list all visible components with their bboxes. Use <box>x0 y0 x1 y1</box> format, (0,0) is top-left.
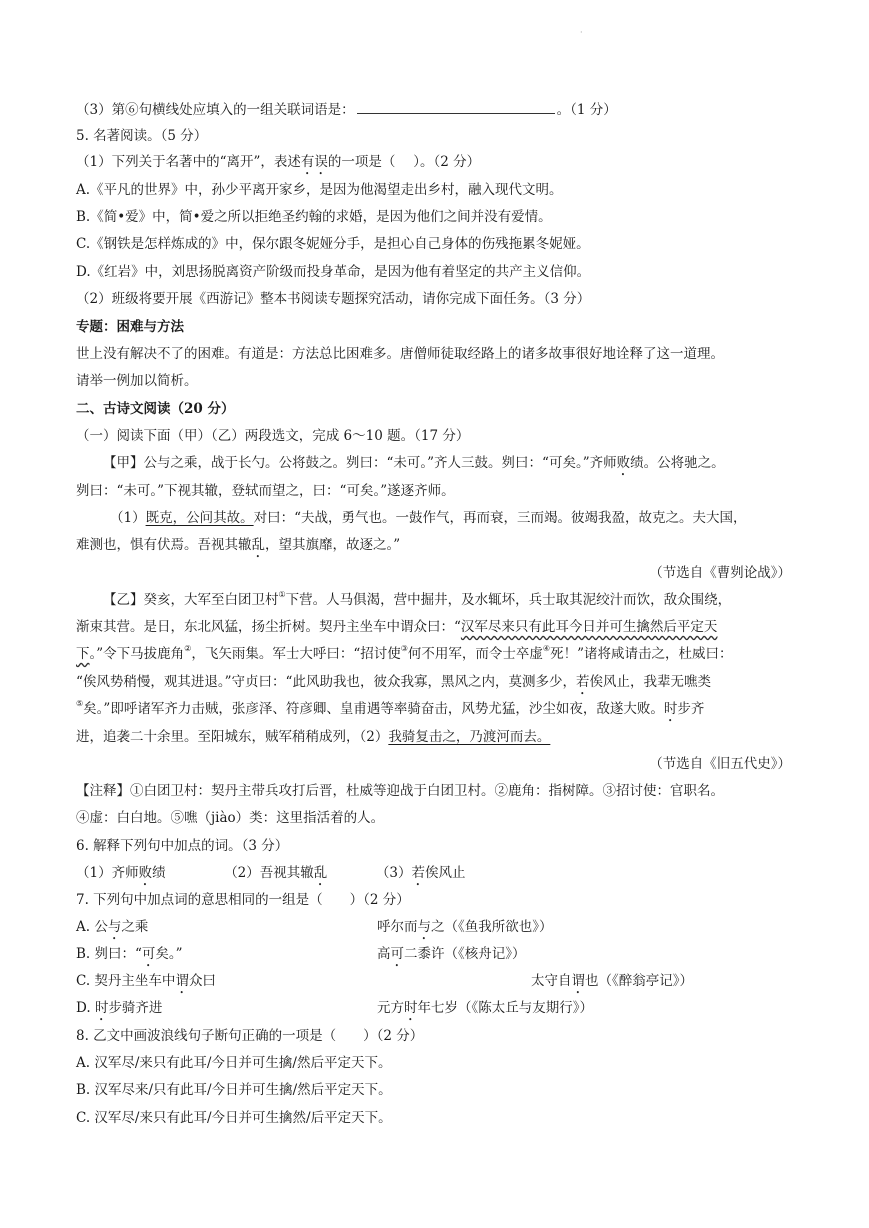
emphasized-text: 乱 <box>251 537 265 553</box>
question-5-2: （2）班级将要开展《西游记》整本书阅读专题探究活动，请你完成下面任务。（3 分） <box>76 291 591 307</box>
question-5-3 <box>76 99 617 120</box>
option-a-left <box>76 917 148 943</box>
passage-jia-line: 刿曰：“未可。”下视其辙，登轼而望之，曰：“可矣。”遂逐齐师。 <box>76 483 455 499</box>
topic-text: 请举一例加以简析。 <box>76 373 198 389</box>
topic-text: 世上没有解决不了的困难。有道是：方法总比困难多。唐僧师徒取经路上的诸多故事很好地诠释了这一道理。 <box>76 346 724 362</box>
passage-text: ，飞矢雨集。军士大呼曰：“招讨使 <box>191 646 401 662</box>
question-6-item-2 <box>224 865 327 881</box>
option-c-left <box>76 971 216 997</box>
passage-text: 绩。公将驰之。 <box>630 455 725 471</box>
emphasized-text: 时 <box>404 1000 418 1016</box>
option-c: C.《钢铁是怎样炼成的》中，保尔跟冬妮娅分手，是担心自己身体的伤残拖累冬妮娅。 <box>76 236 590 252</box>
underlined-sentence: 我骑复击之，乃渡河而去。 <box>388 729 551 745</box>
passage-jia-line <box>103 453 725 479</box>
option-text: 太守自 <box>531 973 572 989</box>
passage-text: 对曰：“夫战，勇气也。一鼓作气，再而衰，三而竭。彼竭我盈，故克之。夫大国， <box>253 510 747 526</box>
item-text: （1）齐师 <box>76 865 139 881</box>
question-text: （3）第⑥句横线处应填入的一组关联词语是： <box>76 102 355 118</box>
passage-text: 【乙】癸亥，大军至白团卫村 <box>103 592 279 608</box>
question-text: 的一项是（ ）。（2 分） <box>327 154 481 170</box>
passage-yi-line <box>103 590 731 610</box>
emphasized-text: 有误 <box>300 154 328 170</box>
passage-text: 步齐 <box>677 701 705 717</box>
passage-text: 死！”诸将咸请击之，杜威曰： <box>550 646 733 662</box>
option-a-right <box>377 917 553 943</box>
passage-text: （1） <box>110 510 146 526</box>
passage-yi-line <box>76 672 711 698</box>
option-d: D.《红岩》中，刘思扬脱离资产阶级而投身革命，是因为他有着坚定的共产主义信仰。 <box>76 264 591 280</box>
footnote-mark: ① <box>278 590 286 599</box>
passage-jia-line <box>76 535 400 561</box>
item-text: （2）吾视其辙 <box>224 865 314 881</box>
emphasized-text: 谓 <box>175 973 189 989</box>
emphasized-text: 乱 <box>313 865 328 881</box>
option-text: 之（《鱼我所欲也》） <box>431 919 553 935</box>
footnote-mark: ④ <box>542 644 551 653</box>
option-d-left <box>76 998 162 1024</box>
option-a: A.《平凡的世界》中，孙少平离开家乡，是因为他渴望走出乡村，融入现代文明。 <box>76 182 563 198</box>
answer-blank <box>357 99 555 114</box>
emphasized-text: 败 <box>138 865 153 881</box>
option-text: 高 <box>377 946 391 962</box>
topic-heading: 专题：困难与方法 <box>76 319 184 335</box>
option-text: 之乘 <box>121 919 149 935</box>
emphasized-text: 可 <box>390 946 404 962</box>
emphasized-text: 若 <box>575 674 590 690</box>
passage-text: 。”令下马拔鹿角 <box>89 646 185 662</box>
section-2-intro: （一）阅读下面（甲）（乙）两段选文，完成 6～10 题。（17 分） <box>76 428 470 444</box>
option-text: 年七岁（《陈太丘与友期行》） <box>417 1000 593 1016</box>
emphasized-text: 时 <box>663 701 678 717</box>
option-b: B.《简•爱》中，简•爱之所以拒绝圣约翰的求婚，是因为他们之间并没有爱情。 <box>76 209 552 225</box>
passage-source: （节选自《曹刿论战》） <box>649 565 791 581</box>
passage-yi-line <box>76 699 704 725</box>
footnote-mark: ③ <box>400 644 408 653</box>
emphasized-text: 可 <box>141 946 156 962</box>
question-6-title: 6. 解释下列句中加点的词。（3 分） <box>76 838 289 854</box>
passage-yi-line <box>76 644 732 664</box>
passage-text: 进，追袭二十余里。至阳城东，贼军稍稍成列，（2） <box>76 729 389 745</box>
page-mark: · <box>580 28 583 37</box>
emphasized-text: 时 <box>94 1000 109 1016</box>
question-6-items <box>76 863 465 889</box>
option-text: 二黍许（《核舟记》） <box>404 946 526 962</box>
option-c: C. 汉军尽/来只有此耳/今日并可生擒然/后平定天下。 <box>76 1110 392 1126</box>
passage-jia-line <box>110 508 747 528</box>
option-c-right <box>531 971 693 997</box>
option-a: A. 汉军尽/来只有此耳/今日并可生擒/然后平定天下。 <box>76 1055 392 1071</box>
passage-text: 矣。”即呼诸军齐力击贼，张彦泽、符彦卿、皇甫遇等率骑奋击，风势尤猛，沙尘如夜，敌遂大败。 <box>83 701 664 717</box>
option-text: D. <box>76 1000 95 1016</box>
passage-text: 【甲】公与之乘，战于长勺。公将鼓之。刿曰：“未可。”齐人三鼓。刿曰：“可矣。”齐师 <box>103 455 617 471</box>
emphasized-text: 谓 <box>571 973 585 989</box>
wavy-underlined-sentence: 下 <box>76 646 90 662</box>
item-text: 绩 <box>152 865 166 881</box>
question-7-title: 7. 下列句中加点词的意思相同的一组是（ ）（2 分） <box>76 892 410 908</box>
question-5-title: 5. 名著阅读。（5 分） <box>76 128 208 144</box>
item-text: 俟风止 <box>424 865 466 881</box>
passage-yi-line <box>76 617 717 637</box>
option-text: 矣。” <box>155 946 183 962</box>
passage-text: 渐束其营。是日，东北风猛，扬尘折树。契丹主坐车中谓众曰：“ <box>76 619 461 635</box>
option-text: C. 契丹主坐车中 <box>76 973 176 989</box>
item-text: （3） <box>375 865 412 881</box>
wavy-underlined-sentence: 汉军尽来只有此耳今日并可生擒然后平定天 <box>460 619 718 635</box>
option-b-right <box>377 944 526 970</box>
passage-text: 难测也，惧有伏焉。吾视其辙 <box>76 537 252 553</box>
option-text: 元方 <box>377 1000 404 1016</box>
emphasized-text: 若 <box>411 865 425 881</box>
question-6-item-3 <box>376 865 466 881</box>
option-text: A. 公 <box>76 919 108 935</box>
footnote-mark: ⑤ <box>76 699 84 708</box>
option-text: 步骑齐进 <box>108 1000 163 1016</box>
footnote-mark: ② <box>184 644 192 653</box>
emphasized-text: 败 <box>616 455 631 471</box>
notes-line: 【注释】①白团卫村：契丹主带兵攻打后晋，杜威等迎战于白团卫村。②鹿角：指树障。③招讨使：官职名。 <box>76 783 724 799</box>
question-text: （1）下列关于名著中的“离开”，表述 <box>76 154 301 170</box>
passage-text: 下营。人马俱渴，营中掘井，及水辄坏，兵士取其泥绞汁而饮，敌众围绕， <box>285 592 732 608</box>
passage-text: “俟风势稍慢，观其进退。”守贞曰：“此风助我也，彼众我寡，黑风之内，莫测多少， <box>76 674 576 690</box>
passage-source: （节选自《旧五代史》） <box>649 756 791 772</box>
question-score: 。（1 分） <box>556 102 617 118</box>
question-8-title: 8. 乙文中画波浪线句子断句正确的一项是（ ）（2 分） <box>76 1028 424 1044</box>
option-b-left <box>76 944 183 970</box>
question-5-1 <box>76 152 480 178</box>
option-text: 也（《醉翁亭记》） <box>585 973 693 989</box>
option-d-right <box>377 998 593 1024</box>
question-6-item-1 <box>76 865 166 881</box>
emphasized-text: 与 <box>417 919 431 935</box>
emphasized-text: 与 <box>107 919 122 935</box>
section-2-title: 二、古诗文阅读（20 分） <box>76 401 235 417</box>
passage-yi-line <box>76 727 550 747</box>
option-text: B. 刿曰：“ <box>76 946 142 962</box>
passage-text: ，望其旗靡，故逐之。” <box>265 537 401 553</box>
passage-text: 何不用军，而令士卒虚 <box>407 646 543 662</box>
option-text: 呼尔而 <box>377 919 418 935</box>
notes-line: ④虚：白白地。⑤噍（jiào）类：这里指活着的人。 <box>76 810 385 826</box>
passage-text: 俟风止，我辈无噍类 <box>589 674 711 690</box>
underlined-sentence: 既克，公问其故。 <box>145 510 254 526</box>
option-text: 众曰 <box>188 973 216 989</box>
option-b: B. 汉军尽来/只有此耳/今日并可生擒/然后平定天下。 <box>76 1082 392 1098</box>
